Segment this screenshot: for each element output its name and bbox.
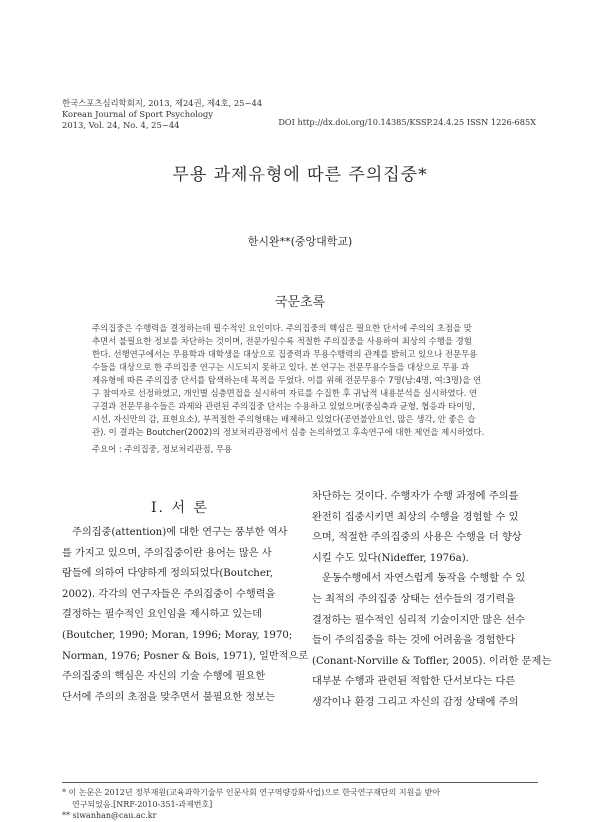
footnotes: [62, 787, 538, 822]
body-line: 대부분 수행과 관련된 적합한 단서보다는 다른: [312, 676, 516, 688]
body-line: 결정하는 필수적인 심리적 기술이지만 많은 선수: [312, 614, 526, 626]
body-line: (Conant-Norville & Toffler, 2005). 이러한 문제는: [312, 655, 552, 667]
body-line: 는 최적의 주의집중 상태는 선수들의 경기력을: [312, 593, 516, 605]
body-line: 주의집중의 핵심은 자신의 기술 수행에 필요한: [62, 671, 266, 683]
abstract-line: 추면서 불필요한 정보를 차단하는 것이며, 전문가일수록 적절한 주의집중을 사용하여 최상의 수행을 경험: [92, 336, 472, 346]
body-line: 으며, 적절한 주의집중의 사용은 수행을 더 향상: [312, 532, 522, 544]
abstract-line: 시선, 자신만의 감, 표현요소), 부적절한 주의형태는 배제하고 있었다(공연불안요인, 많은 생각, 안 좋은 습: [92, 414, 476, 424]
abstract-line: 한다. 선행연구에서는 무용학과 대학생을 대상으로 집중력과 무용수행력의 관계를 밝히고 있으나 전문무용: [92, 349, 478, 359]
doi-issn-line: DOI http://dx.doi.org/10.14385/KSSP.24.4.25 ISSN 1226-685X: [278, 117, 536, 127]
abstract-line: 구결과 전문무용수들은 과제와 관련된 주의집중 단서는 수용하고 있었으며(중심축과 균형, 협응과 타이밍,: [92, 401, 476, 411]
body-line: Norman, 1976; Posner & Bois, 1971), 일반적으로: [62, 650, 309, 662]
body-line: 차단하는 것이다. 수행자가 수행 과정에 주의를: [312, 491, 519, 502]
footnote-divider: [62, 782, 538, 783]
body-line: 들이 주의집중을 하는 것에 어려움을 경험한다: [312, 635, 516, 647]
abstract-line: 구 참여자로 선정하였고, 개인별 심층면접을 실시하여 자료를 수집한 후 귀납적 내용분석을 실시하였다. 연: [92, 388, 478, 398]
abstract-line: 제유형에 따른 주의집중 단서를 탐색하는데 목적을 두었다. 이를 위해 전문무용수 7명(남:4명, 여:3명)을 연: [92, 375, 482, 385]
footnote-funding-cont: 연구되었음.[NRF-2010-351-과제번호]: [72, 799, 213, 809]
abstract-line: 주의집중은 수행력을 결정하는데 필수적인 요인이다. 주의집중의 핵심은 필요한 단서에 주의의 초점을 맞: [92, 323, 472, 333]
abstract-line: 수들을 대상으로 한 주의집중 연구는 시도되지 못하고 있다. 본 연구는 전문무용수들을 대상으로 무용 과: [92, 362, 470, 372]
footnote-funding: * 이 논문은 2012년 정부재원(교육과학기술부 인문사회 연구역량강화사업)으로 한국연구재단의 지원을 받아: [62, 788, 441, 797]
body-line: 단서에 주의의 초점을 맞추면서 불필요한 정보는: [62, 691, 276, 703]
abstract-line: 관). 이 결과는 Boutcher(2002)의 정보처리관점에서 심층 논의하였고 후속연구에 대한 제언을 제시하였다.: [92, 427, 485, 437]
keywords: 주요어 : 주의집중, 정보처리관점, 무용: [92, 444, 233, 454]
body-line: 를 가지고 있으며, 주의집중이란 용어는 많은 사: [62, 547, 272, 559]
body-right-column: [312, 487, 552, 714]
section-heading-introduction: I. 서 론: [151, 500, 209, 516]
journal-header-english: Korean Journal of Sport Psychology: [62, 109, 213, 119]
body-line: 결정하는 필수적인 요인임을 제시하고 있는데: [62, 609, 262, 621]
paper-title: 무용 과제유형에 따른 주의집중*: [172, 165, 428, 185]
abstract-heading: 국문초록: [274, 295, 326, 310]
body-line: 주의집중(attention)에 대한 연구는 풍부한 역사: [72, 527, 288, 538]
body-left-column: [62, 523, 309, 708]
body-line: 생각이나 환경 그리고 자신의 감정 상태에 주의: [312, 696, 519, 708]
body-line: 완전히 집중시키면 최상의 수행을 경험할 수 있: [312, 511, 519, 523]
body-line: (Boutcher, 1990; Moran, 1996; Moray, 1970;: [62, 629, 293, 641]
abstract-body: [92, 322, 510, 439]
body-line: 람들에 의하여 다양하게 정의되었다(Boutcher,: [62, 568, 273, 580]
footnote-email: ** siwanhan@cau.ac.kr: [62, 811, 157, 820]
body-line: 시킬 수도 있다(Nideffer, 1976a).: [312, 552, 469, 564]
author-line: 한시완**(중앙대학교): [247, 235, 353, 248]
body-line: 2002). 각각의 연구자들은 주의집중이 수행력을: [62, 588, 276, 600]
journal-header-korean: 한국스포츠심리학회지, 2013, 제24권, 제4호, 25~44: [62, 98, 263, 108]
journal-volume-line: 2013, Vol. 24, No. 4, 25~44: [62, 120, 180, 130]
body-line: 운동수행에서 자연스럽게 동작을 수행할 수 있: [322, 573, 526, 585]
